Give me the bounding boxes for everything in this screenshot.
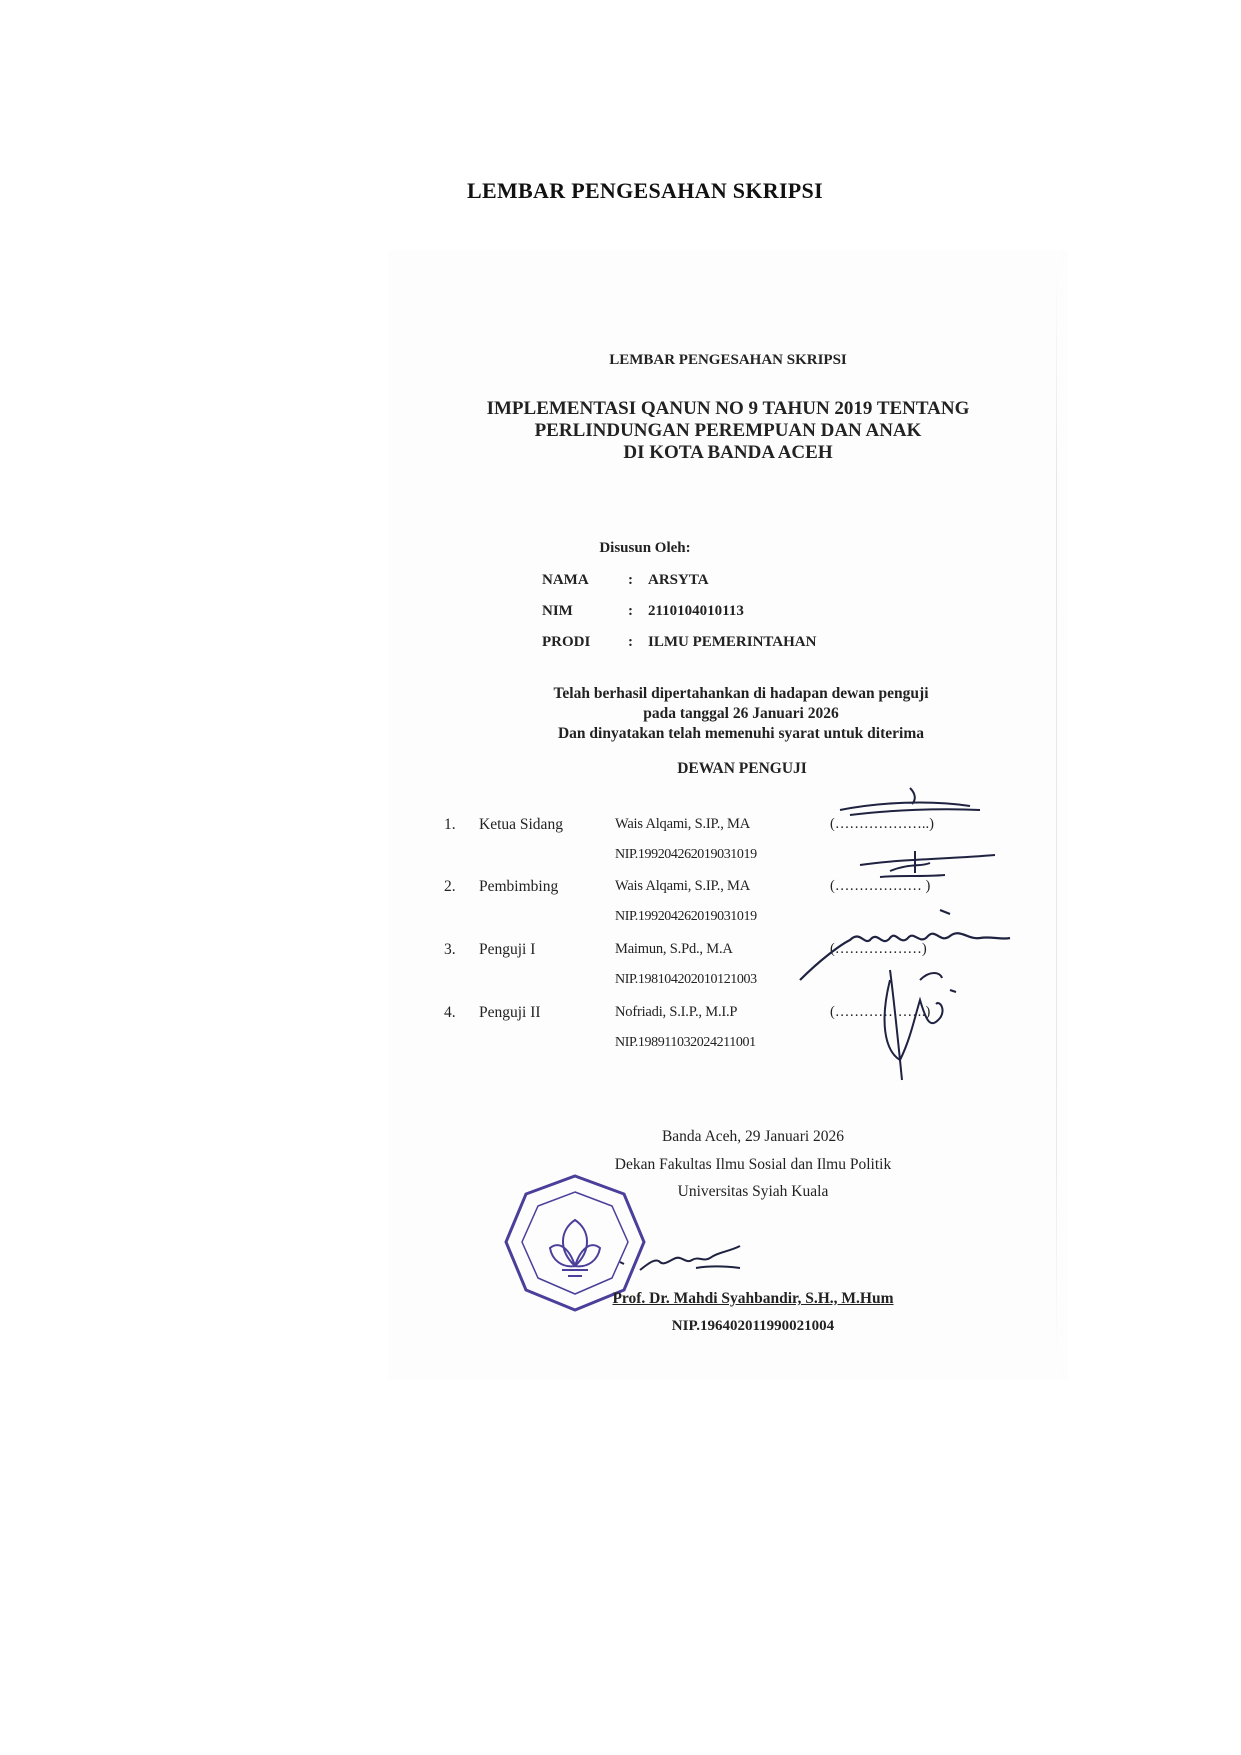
thesis-title-line: PERLINDUNGAN PEREMPUAN DAN ANAK — [534, 420, 922, 441]
thesis-title — [388, 398, 1068, 464]
nim-value: 2110104010113 — [648, 603, 744, 619]
prodi-label: PRODI — [542, 634, 591, 650]
approval-statement — [388, 684, 1094, 744]
examiner-number: 4. — [444, 1004, 456, 1021]
examiner-role: Pembimbing — [479, 878, 559, 895]
name-value: ARSYTA — [648, 572, 709, 588]
examiner-role: Penguji I — [479, 941, 536, 958]
examiner-name: Maimun, S.Pd., M.A — [615, 941, 733, 957]
signature-pembimbing — [820, 845, 1000, 890]
separator: : — [628, 634, 633, 650]
statement-line: pada tanggal 26 Januari 2026 — [643, 705, 839, 722]
signature-penguji-ii — [870, 960, 990, 1090]
dean-position: Dekan Fakultas Ilmu Sosial dan Ilmu Politik — [614, 1156, 892, 1173]
separator: : — [628, 603, 633, 619]
examiner-board-heading: DEWAN PENGUJI — [677, 760, 807, 777]
examiner-name: Nofriadi, S.I.P., M.I.P — [615, 1004, 738, 1020]
examiner-name: Wais Alqami, S.IP., MA — [615, 878, 751, 894]
signature-line: (……………… ) — [830, 878, 931, 894]
document-heading: LEMBAR PENGESAHAN SKRIPSI — [609, 352, 847, 368]
separator: : — [628, 572, 633, 588]
thesis-title-line: IMPLEMENTASI QANUN NO 9 TAHUN 2019 TENTANG — [486, 398, 970, 419]
signature-ketua-sidang — [820, 780, 1000, 830]
dean-name: Prof. Dr. Mahdi Syahbandir, S.H., M.Hum — [612, 1290, 894, 1307]
name-label: NAMA — [542, 572, 589, 588]
author-nim-row — [542, 603, 744, 620]
statement-line: Dan dinyatakan telah memenuhi syarat untuk diterima — [557, 725, 924, 742]
signature-dean — [600, 1232, 760, 1282]
place-date: Banda Aceh, 29 Januari 2026 — [661, 1128, 845, 1145]
author-name-row — [542, 572, 709, 589]
author-heading: Disusun Oleh: — [599, 540, 691, 556]
signature-line: (………………..) — [830, 816, 934, 832]
university-name: Universitas Syiah Kuala — [677, 1183, 829, 1200]
signature-line: (……………….) — [830, 1004, 931, 1020]
examiner-nip: NIP.198911032024211001 — [615, 1035, 756, 1050]
examiner-nip: NIP.199204262019031019 — [615, 847, 757, 862]
examiner-number: 3. — [444, 941, 456, 958]
examiner-number: 1. — [444, 816, 456, 833]
nim-label: NIM — [542, 603, 573, 619]
examiner-role: Ketua Sidang — [479, 816, 563, 833]
dean-nip: NIP.196402011990021004 — [671, 1318, 835, 1334]
prodi-value: ILMU PEMERINTAHAN — [648, 634, 817, 650]
examiner-nip: NIP.199204262019031019 — [615, 909, 757, 924]
statement-line: Telah berhasil dipertahankan di hadapan dewan penguji — [553, 685, 929, 702]
page-heading: LEMBAR PENGESAHAN SKRIPSI — [467, 178, 823, 203]
examiner-nip: NIP.198104202010121003 — [615, 972, 757, 987]
examiner-number: 2. — [444, 878, 456, 895]
signature-line: (………………) — [830, 941, 927, 957]
examiner-role: Penguji II — [479, 1004, 541, 1021]
thesis-title-line: DI KOTA BANDA ACEH — [623, 442, 833, 463]
author-prodi-row — [542, 634, 816, 651]
examiner-name: Wais Alqami, S.IP., MA — [615, 816, 751, 832]
